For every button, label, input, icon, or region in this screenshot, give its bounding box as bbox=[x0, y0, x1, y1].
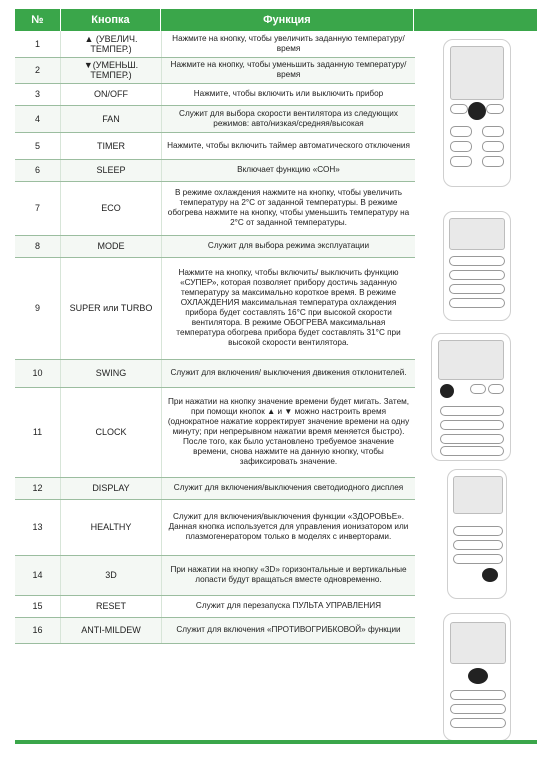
row-number: 12 bbox=[15, 477, 61, 499]
row-button-name: ANTI-MILDEW bbox=[61, 617, 162, 643]
row-function: Нажмите на кнопку, чтобы увеличить заданную температуру/ время bbox=[162, 31, 416, 57]
header-num: № bbox=[15, 9, 61, 31]
row-button-name: DISPLAY bbox=[61, 477, 162, 499]
remote-1-fan-key bbox=[450, 126, 472, 137]
row-number: 9 bbox=[15, 257, 61, 359]
row-number: 3 bbox=[15, 83, 61, 105]
remote-5-key-row1 bbox=[450, 690, 506, 700]
table-row bbox=[15, 477, 415, 499]
row-number: 1 bbox=[15, 31, 61, 57]
row-number: 14 bbox=[15, 555, 61, 595]
remote-4-key-row2 bbox=[453, 540, 503, 550]
remote-1-clock-key bbox=[482, 141, 504, 152]
row-button-name: CLOCK bbox=[61, 387, 162, 477]
row-function: Служит для выбора скорости вентилятора из следующих режимов: авто/низкая/средняя/высокая bbox=[162, 105, 416, 132]
bottom-accent-bar bbox=[15, 740, 537, 744]
row-function: Нажмите, чтобы включить или выключить прибор bbox=[162, 83, 416, 105]
row-number: 5 bbox=[15, 132, 61, 159]
remote-1-up-key bbox=[450, 104, 468, 114]
row-button-name: HEALTHY bbox=[61, 499, 162, 555]
row-number: 6 bbox=[15, 159, 61, 181]
row-function: Служит для включения/выключения светодиодного дисплея bbox=[162, 477, 416, 499]
remote-5-onoff-key bbox=[468, 668, 488, 684]
row-number: 11 bbox=[15, 387, 61, 477]
row-function: Служит для включения «ПРОТИВОГРИБКОВОЙ» функции bbox=[162, 617, 416, 643]
remote-1 bbox=[443, 39, 511, 187]
row-number: 7 bbox=[15, 181, 61, 235]
header-function: Функция bbox=[161, 9, 414, 31]
table-row bbox=[15, 132, 415, 159]
header-button: Кнопка bbox=[61, 9, 161, 31]
remote-3-key-row2 bbox=[440, 420, 504, 430]
table-row bbox=[15, 617, 415, 643]
row-function: Служит для включения/ выключения движения отклонителей. bbox=[162, 359, 416, 387]
table-row bbox=[15, 83, 415, 105]
row-number: 16 bbox=[15, 617, 61, 643]
table-row bbox=[15, 595, 415, 617]
row-button-name: ▼(УМЕНЬШ. ТЕМПЕР.) bbox=[61, 57, 162, 83]
header-image bbox=[414, 9, 537, 31]
remote-1-sleep-key bbox=[450, 156, 472, 167]
instruction-page bbox=[15, 9, 537, 635]
remote-2-screen bbox=[449, 218, 505, 250]
row-function: В режиме охлаждения нажмите на кнопку, чтобы увеличить температуру на 2°С от заданной температуры. В режиме обогрева нажмите на кнопку, чтобы уменьшить температуру на 2°С от заданной температуры. bbox=[162, 181, 416, 235]
table-row bbox=[15, 57, 415, 83]
table-header bbox=[15, 9, 537, 31]
row-number: 2 bbox=[15, 57, 61, 83]
remote-1-down-key bbox=[486, 104, 504, 114]
remote-3-key-row1 bbox=[440, 406, 504, 416]
remote-3-screen bbox=[438, 340, 504, 380]
row-function: Служит для перезапуска ПУЛЬТА УПРАВЛЕНИЯ bbox=[162, 595, 416, 617]
row-button-name: FAN bbox=[61, 105, 162, 132]
table-row bbox=[15, 105, 415, 132]
remote-3-key-row4 bbox=[440, 446, 504, 456]
row-number: 4 bbox=[15, 105, 61, 132]
remote-3 bbox=[431, 333, 511, 461]
table-row bbox=[15, 235, 415, 257]
row-button-name: ECO bbox=[61, 181, 162, 235]
row-number: 13 bbox=[15, 499, 61, 555]
remote-1-timer-key bbox=[450, 141, 472, 152]
table-row bbox=[15, 159, 415, 181]
row-button-name: SWING bbox=[61, 359, 162, 387]
row-button-name: TIMER bbox=[61, 132, 162, 159]
table-row bbox=[15, 359, 415, 387]
function-table bbox=[15, 31, 415, 644]
row-function: Служит для включения/выключения функции «ЗДОРОВЬЕ». Данная кнопка используется для управления ионизатором или плазмогенератором только в моделях с инверторами. bbox=[162, 499, 416, 555]
table-row bbox=[15, 387, 415, 477]
row-function: Служит для выбора режима эксплуатации bbox=[162, 235, 416, 257]
remote-4-key-row3 bbox=[453, 554, 503, 564]
row-number: 15 bbox=[15, 595, 61, 617]
row-button-name: SLEEP bbox=[61, 159, 162, 181]
remote-2-key-row4 bbox=[449, 298, 505, 308]
remote-3-key-row3 bbox=[440, 434, 504, 444]
remote-4-key-row1 bbox=[453, 526, 503, 536]
row-button-name: 3D bbox=[61, 555, 162, 595]
row-function: При нажатии на кнопку «3D» горизонтальные и вертикальные лопасти будут вращаться вместе одновременно. bbox=[162, 555, 416, 595]
row-function: При нажатии на кнопку значение времени будет мигать. Затем, при помощи кнопок ▲ и ▼ можно настроить время (однократное нажатие корректирует значение времени на одну минуту; при непрерывном нажатии время меняется быстро). После того, как было установлено требуемое значение времени, снова нажмите на данную кнопку, чтобы зафиксировать значение. bbox=[162, 387, 416, 477]
row-button-name: ON/OFF bbox=[61, 83, 162, 105]
row-number: 8 bbox=[15, 235, 61, 257]
remote-2 bbox=[443, 211, 511, 321]
remote-1-onoff-key bbox=[468, 102, 486, 120]
remote-4-screen bbox=[453, 476, 503, 514]
row-button-name: ▲ (УВЕЛИЧ. ТЕМПЕР.) bbox=[61, 31, 162, 57]
table-row bbox=[15, 31, 415, 57]
remote-5 bbox=[443, 613, 511, 741]
remote-5-key-row3 bbox=[450, 718, 506, 728]
remote-1-mode-key bbox=[482, 126, 504, 137]
remote-2-key-row2 bbox=[449, 270, 505, 280]
remote-1-swing-key bbox=[482, 156, 504, 167]
remote-2-key-row3 bbox=[449, 284, 505, 294]
remote-3-up-key bbox=[470, 384, 486, 394]
table-row bbox=[15, 257, 415, 359]
remote-4 bbox=[447, 469, 507, 599]
remote-2-key-row1 bbox=[449, 256, 505, 266]
remote-5-screen bbox=[450, 622, 506, 664]
remote-1-screen bbox=[450, 46, 504, 100]
row-button-name: RESET bbox=[61, 595, 162, 617]
remote-3-onoff-key bbox=[440, 384, 454, 398]
table-row bbox=[15, 181, 415, 235]
remote-5-key-row2 bbox=[450, 704, 506, 714]
row-function: Нажмите на кнопку, чтобы включить/ выключить функцию «СУПЕР», которая позволяет прибору достичь заданную температуру за максимально короткое время. В режиме ОХЛАЖДЕНИЯ максимальная температура охлаждения прибора будет составлять 16°С при высокой скорости вентилятора. В режиме ОБОГРЕВА максимальная температура обогрева прибора будет составлять 31°С при высокой скорости вентилятора. bbox=[162, 257, 416, 359]
row-function: Нажмите, чтобы включить таймер автоматического отключения bbox=[162, 132, 416, 159]
remote-3-down-key bbox=[488, 384, 504, 394]
table-row bbox=[15, 555, 415, 595]
row-function: Включает функцию «СОН» bbox=[162, 159, 416, 181]
row-button-name: MODE bbox=[61, 235, 162, 257]
table-row bbox=[15, 499, 415, 555]
row-number: 10 bbox=[15, 359, 61, 387]
remote-4-onoff-key bbox=[482, 568, 498, 582]
remote-images bbox=[413, 31, 537, 746]
row-function: Нажмите на кнопку, чтобы уменьшить заданную температуру/ время bbox=[162, 57, 416, 83]
row-button-name: SUPER или TURBO bbox=[61, 257, 162, 359]
